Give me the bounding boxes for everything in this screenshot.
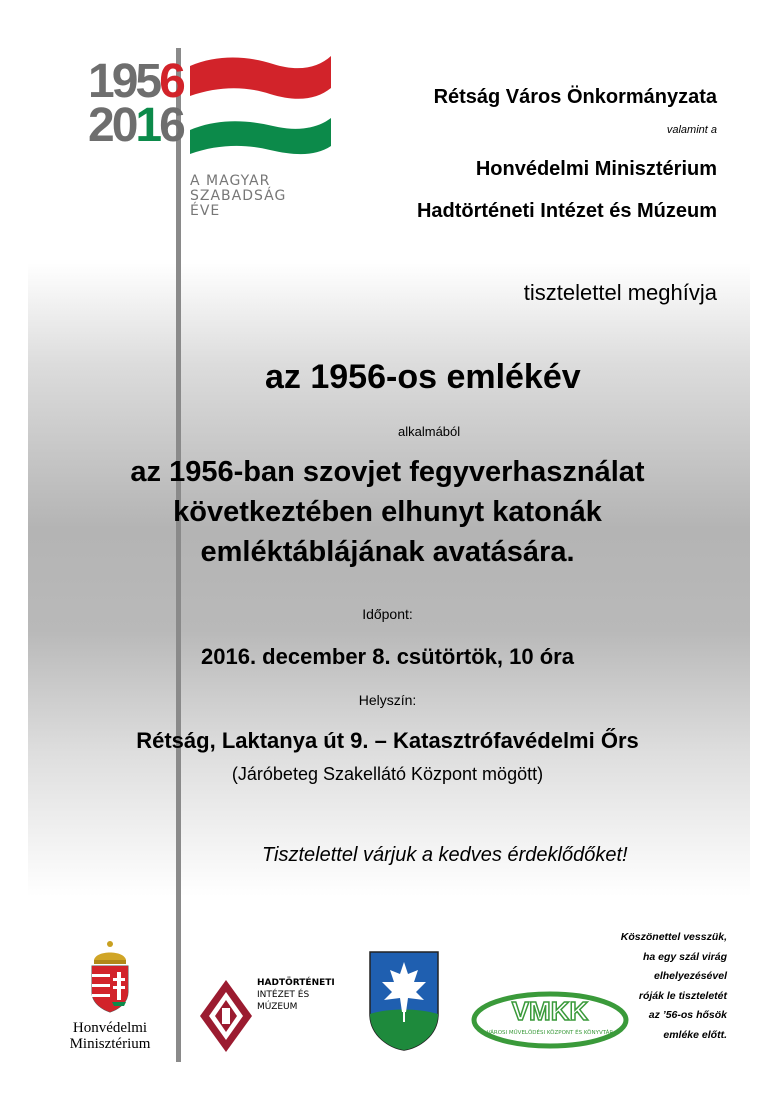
museum-diamond-logo-icon xyxy=(198,978,254,1054)
welcome-text: Tisztelettel várjuk a kedves érdeklődőket! xyxy=(262,844,628,866)
hungarian-coat-of-arms-icon xyxy=(54,938,166,1018)
vmkk-logo-icon xyxy=(470,990,630,1050)
invitation-text: tisztelettel meghívja xyxy=(523,280,717,305)
museum-logo-text: HADTÖRTÉNETI INTÉZET ÉS MÚZEUM xyxy=(257,978,335,1012)
event-description: az 1956-ban szovjet fegyverhasználat következtében elhunyt katonák emléktáblájának avatására. xyxy=(130,456,645,568)
logo-year-2016: 2016 xyxy=(88,99,183,152)
time-label: Időpont: xyxy=(362,606,413,622)
thanks-note: Köszönettel vesszük, ha egy szál virág elhelyezésével róják le tiszteletét az ’56-os hősök emléke előtt. xyxy=(620,931,727,1041)
organizer-retsag: Rétság Város Önkormányzata xyxy=(433,86,717,108)
connector-text: valamint a xyxy=(666,124,717,136)
logo-subtitle: A MAGYAR SZABADSÁG ÉVE xyxy=(190,173,287,219)
time-value: 2016. december 8. csütörtök, 10 óra xyxy=(201,644,574,669)
logo-year-1956: 1956 xyxy=(88,55,183,108)
hungarian-flag-icon xyxy=(188,48,333,158)
place-label: Helyszín: xyxy=(358,692,417,708)
place-note: (Járóbeteg Szakellátó Központ mögött) xyxy=(231,764,544,784)
ministry-logo-text: Honvédelmi Minisztérium xyxy=(69,1020,151,1052)
place-value: Rétság, Laktanya út 9. – Katasztrófavédelmi Őrs xyxy=(136,728,639,753)
vmkk-logo-label: VMKK xyxy=(511,996,589,1026)
retsag-crest-icon xyxy=(368,950,440,1052)
event-title: az 1956-os emlékév xyxy=(265,358,581,396)
occasion-text: alkalmából xyxy=(398,424,461,439)
organizer-ministry: Honvédelmi Minisztérium xyxy=(475,158,717,180)
organizer-museum: Hadtörténeti Intézet és Múzeum xyxy=(416,200,717,222)
vmkk-logo-subtext: VÁROSI MŰVELŐDÉSI KÖZPONT ÉS KÖNYVTÁR xyxy=(486,1030,614,1036)
